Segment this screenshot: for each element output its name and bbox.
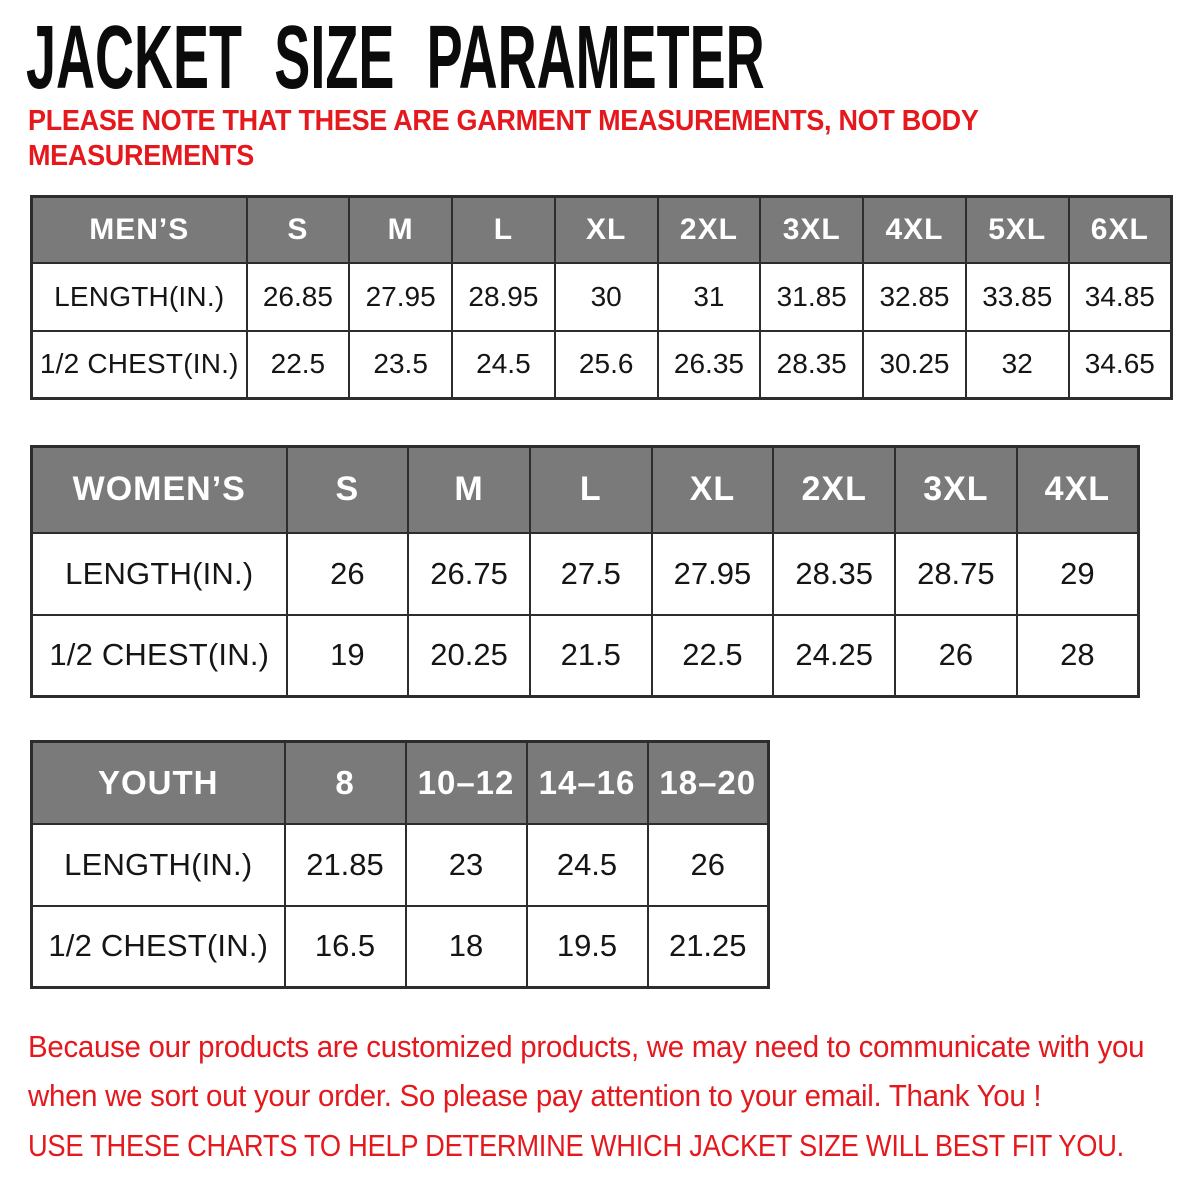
size-value-cell: 23 [406, 824, 527, 906]
size-value-cell: 19 [287, 615, 409, 697]
size-value-cell: 26 [287, 533, 409, 615]
mens-size-column-header: XL [555, 197, 658, 263]
size-value-cell: 29 [1017, 533, 1139, 615]
size-value-cell: 26 [648, 824, 769, 906]
youth-size-column-header: 14–16 [527, 742, 648, 824]
womens-size-column-header: S [287, 447, 409, 533]
mens-size-column-header: 3XL [760, 197, 863, 263]
size-value-cell: 28.35 [760, 331, 863, 399]
youth-measurement-row [32, 824, 769, 906]
womens-size-table [30, 445, 1140, 698]
youth-header-row [32, 742, 769, 824]
row-label: 1/2 CHEST(IN.) [32, 906, 285, 988]
size-value-cell: 21.85 [285, 824, 406, 906]
size-value-cell: 24.5 [452, 331, 555, 399]
size-value-cell: 23.5 [349, 331, 452, 399]
row-label: LENGTH(IN.) [32, 533, 287, 615]
womens-size-column-header: L [530, 447, 652, 533]
womens-table-title: WOMEN’S [32, 447, 287, 533]
size-value-cell: 31 [658, 263, 761, 331]
mens-size-column-header: 5XL [966, 197, 1069, 263]
customization-notice-line-1: Because our products are customized products, we may need to communicate with you [28, 1029, 1145, 1064]
womens-measurement-row [32, 533, 1139, 615]
customization-notice-line-2: when we sort out your order. So please pay attention to your email. Thank You ! [28, 1078, 1042, 1113]
youth-size-table [30, 740, 770, 989]
size-value-cell: 34.65 [1069, 331, 1172, 399]
size-value-cell: 28.35 [773, 533, 895, 615]
size-value-cell: 22.5 [652, 615, 774, 697]
mens-size-table [30, 195, 1173, 400]
size-value-cell: 20.25 [408, 615, 530, 697]
row-label: LENGTH(IN.) [32, 824, 285, 906]
customization-notice [28, 1022, 1144, 1120]
mens-size-column-header: L [452, 197, 555, 263]
size-value-cell: 19.5 [527, 906, 648, 988]
row-label: 1/2 CHEST(IN.) [32, 615, 287, 697]
size-value-cell: 26.35 [658, 331, 761, 399]
womens-size-column-header: M [408, 447, 530, 533]
mens-size-column-header: 2XL [658, 197, 761, 263]
size-value-cell: 21.25 [648, 906, 769, 988]
size-value-cell: 27.5 [530, 533, 652, 615]
note-line-1: PLEASE NOTE THAT THESE ARE GARMENT MEASUREMENTS, NOT BODY [28, 105, 979, 137]
youth-size-column-header: 10–12 [406, 742, 527, 824]
youth-size-column-header: 8 [285, 742, 406, 824]
page-title: JACKET SIZE PARAMETER [26, 8, 765, 108]
youth-size-column-header: 18–20 [648, 742, 769, 824]
size-value-cell: 31.85 [760, 263, 863, 331]
size-value-cell: 18 [406, 906, 527, 988]
mens-header-row [32, 197, 1172, 263]
womens-header-row [32, 447, 1139, 533]
size-value-cell: 30.25 [863, 331, 966, 399]
mens-size-column-header: 6XL [1069, 197, 1172, 263]
size-value-cell: 26 [895, 615, 1017, 697]
size-value-cell: 22.5 [247, 331, 350, 399]
mens-measurement-row [32, 263, 1172, 331]
size-value-cell: 32 [966, 331, 1069, 399]
size-value-cell: 30 [555, 263, 658, 331]
womens-size-column-header: 4XL [1017, 447, 1139, 533]
size-value-cell: 28 [1017, 615, 1139, 697]
size-value-cell: 24.25 [773, 615, 895, 697]
size-value-cell: 27.95 [349, 263, 452, 331]
size-value-cell: 27.95 [652, 533, 774, 615]
charts-usage-note: USE THESE CHARTS TO HELP DETERMINE WHICH JACKET SIZE WILL BEST FIT YOU. [28, 1128, 1124, 1163]
youth-measurement-row [32, 906, 769, 988]
garment-measurement-note [28, 104, 979, 174]
womens-size-column-header: 3XL [895, 447, 1017, 533]
mens-size-column-header: 4XL [863, 197, 966, 263]
row-label: LENGTH(IN.) [32, 263, 247, 331]
size-value-cell: 28.75 [895, 533, 1017, 615]
size-value-cell: 16.5 [285, 906, 406, 988]
mens-table-title: MEN’S [32, 197, 247, 263]
size-value-cell: 32.85 [863, 263, 966, 331]
size-value-cell: 33.85 [966, 263, 1069, 331]
size-value-cell: 21.5 [530, 615, 652, 697]
size-value-cell: 28.95 [452, 263, 555, 331]
youth-table-title: YOUTH [32, 742, 285, 824]
size-value-cell: 25.6 [555, 331, 658, 399]
mens-size-column-header: S [247, 197, 350, 263]
size-value-cell: 24.5 [527, 824, 648, 906]
size-value-cell: 26.85 [247, 263, 350, 331]
size-value-cell: 26.75 [408, 533, 530, 615]
note-line-2: MEASUREMENTS [28, 140, 254, 172]
size-value-cell: 34.85 [1069, 263, 1172, 331]
womens-size-column-header: XL [652, 447, 774, 533]
mens-measurement-row [32, 331, 1172, 399]
womens-size-column-header: 2XL [773, 447, 895, 533]
row-label: 1/2 CHEST(IN.) [32, 331, 247, 399]
womens-measurement-row [32, 615, 1139, 697]
mens-size-column-header: M [349, 197, 452, 263]
